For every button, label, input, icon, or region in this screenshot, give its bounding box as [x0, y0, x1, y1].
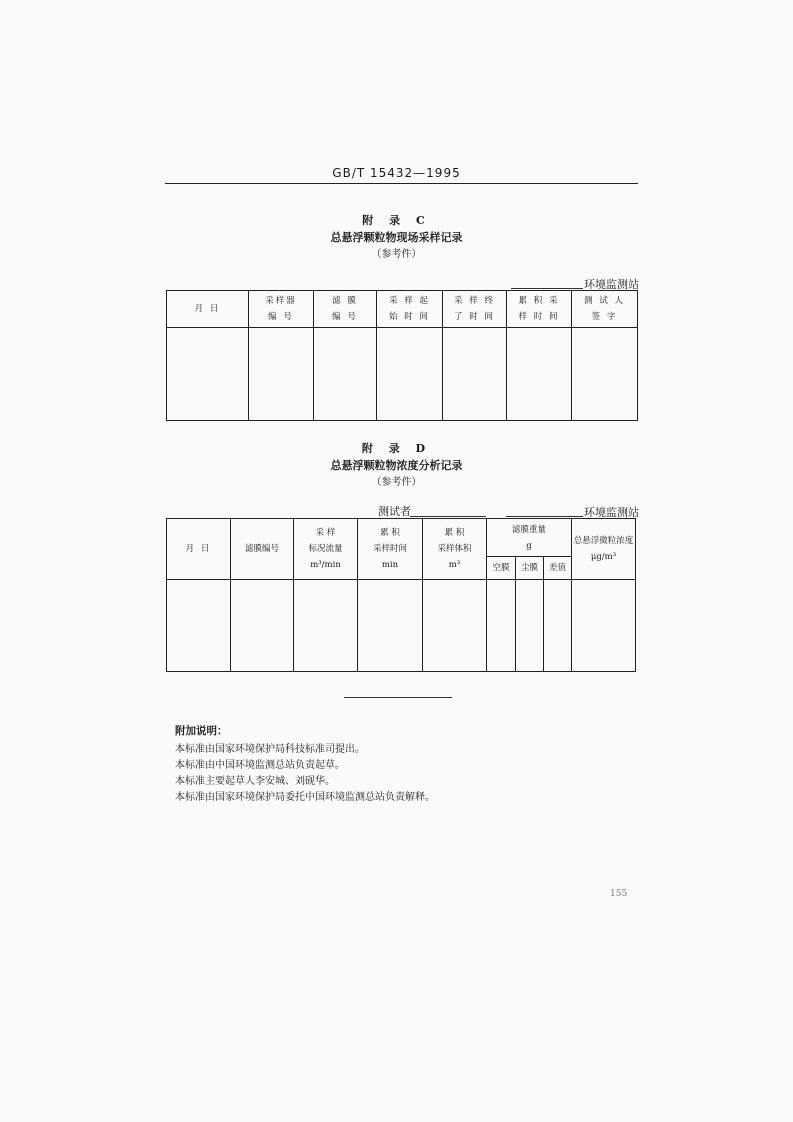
table-cell[interactable] [358, 580, 423, 672]
column-header-end-time: 采 样 终 了 时 间 [443, 291, 507, 328]
column-header-tester-signature: 测 试 人 签 字 [572, 291, 638, 328]
table-row [167, 328, 638, 421]
appendix-c-title: 附 录 C [362, 214, 431, 227]
column-header-date: 月 日 [167, 519, 231, 580]
footnote-line: 本标准由国家环境保护局委托中国环境监测总站负责解释。 [175, 792, 435, 803]
appendix-c-note: （参考件） [371, 249, 422, 260]
station-name-line-d [506, 516, 583, 517]
column-header-sampler-number: 采样器 编 号 [249, 291, 314, 328]
column-header-cumulative-time: 累 积 采 样 时 间 [507, 291, 572, 328]
column-header-filter-number: 滤 膜 编 号 [314, 291, 377, 328]
footnote-line: 本标准由中国环境监测总站负责起草。 [175, 760, 345, 771]
table-cell[interactable] [167, 328, 249, 421]
footnote-line: 本标准主要起草人李安城、刘砚华。 [175, 776, 335, 787]
appendix-d-station-label: 环境监测站 [584, 506, 639, 519]
column-header-sampling-flow: 采 样 标况流量 m³/min [294, 519, 358, 580]
column-header-filter-number: 滤膜编号 [231, 519, 294, 580]
table-cell[interactable] [423, 580, 487, 672]
column-header-concentration: 总悬浮微粒浓度 μg/m³ [572, 519, 636, 580]
column-header-filter-weight: 滤膜重量 g [487, 519, 572, 557]
table-cell[interactable] [377, 328, 443, 421]
column-header-cumulative-time: 累 积 采样时间 min [358, 519, 423, 580]
table-cell[interactable] [167, 580, 231, 672]
table-cell[interactable] [544, 580, 572, 672]
column-header-date: 月 日 [167, 291, 249, 328]
table-cell[interactable] [249, 328, 314, 421]
table-cell[interactable] [516, 580, 544, 672]
column-header-dust-filter: 尘膜 [516, 557, 544, 580]
table-cell[interactable] [314, 328, 377, 421]
table-cell[interactable] [443, 328, 507, 421]
table-cell[interactable] [294, 580, 358, 672]
appendix-d-title: 附 录 D [361, 442, 432, 455]
column-header-start-time: 采 样 起 始 时 间 [377, 291, 443, 328]
standard-number: GB/T 15432—1995 [332, 166, 461, 180]
header-rule [165, 183, 638, 184]
section-divider [344, 697, 452, 698]
table-cell[interactable] [487, 580, 516, 672]
table-header-row [167, 291, 638, 328]
table-cell[interactable] [507, 328, 572, 421]
table-row [167, 580, 636, 672]
page-number: 155 [610, 889, 628, 899]
column-header-cumulative-volume: 累 积 采样体积 m³ [423, 519, 487, 580]
column-header-difference: 差值 [544, 557, 572, 580]
table-header-row [167, 519, 636, 557]
appendix-c-station-label: 环境监测站 [584, 278, 639, 291]
appendix-d-table [166, 518, 636, 672]
appendix-d-note: （参考件） [371, 477, 422, 488]
appendix-d-tester-label: 测试者 [378, 505, 411, 518]
footnote-line: 本标准由国家环境保护局科技标准司提出。 [175, 744, 365, 755]
appendix-c-subtitle: 总悬浮颗粒物现场采样记录 [330, 231, 463, 244]
table-cell[interactable] [572, 328, 638, 421]
appendix-d-subtitle: 总悬浮颗粒物浓度分析记录 [330, 459, 463, 472]
appendix-c-table [166, 290, 638, 421]
tester-name-line [410, 516, 486, 517]
footnote-title: 附加说明： [175, 725, 228, 737]
table-cell[interactable] [572, 580, 636, 672]
table-cell[interactable] [231, 580, 294, 672]
column-header-blank-filter: 空膜 [487, 557, 516, 580]
station-name-line-c [511, 288, 583, 289]
